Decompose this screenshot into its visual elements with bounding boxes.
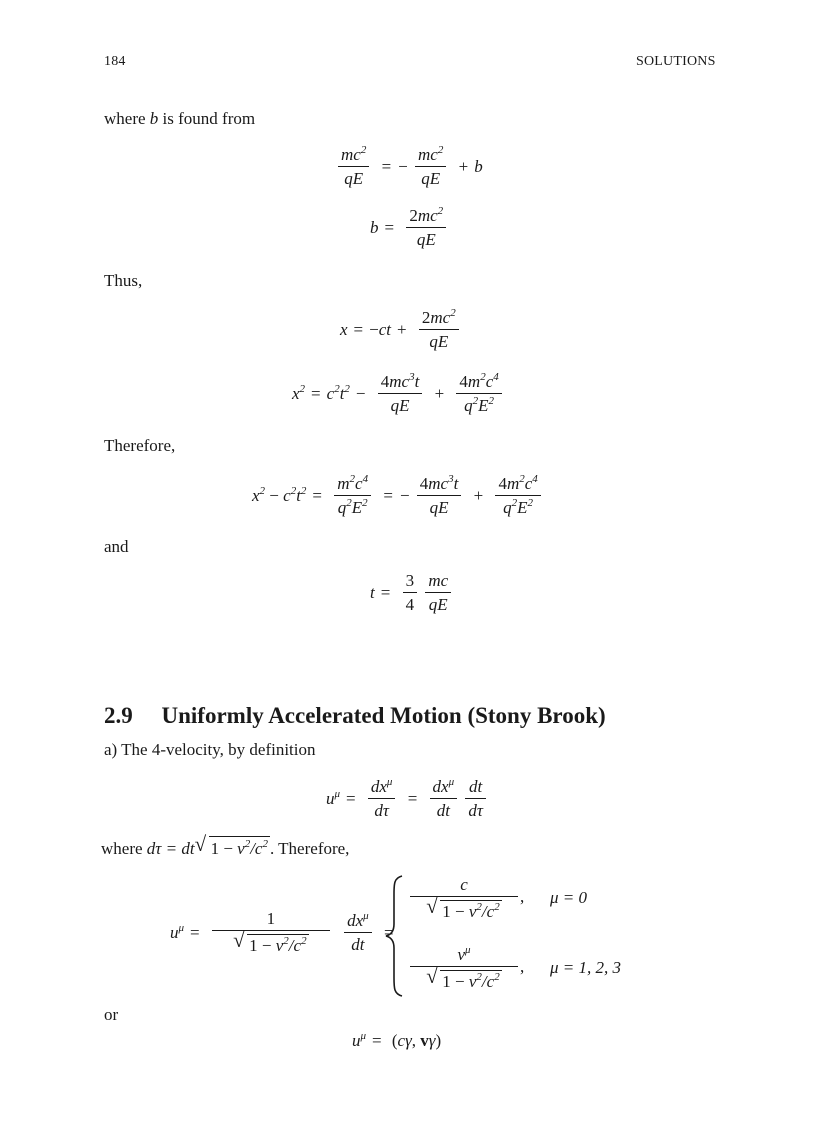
case-two-expression: $v^\mu$ √ $1 - v^2/c^2$ , [408, 946, 524, 990]
where-word-2: where [101, 839, 143, 858]
case-one-condition: μ = 0 [550, 888, 588, 907]
text-therefore: Therefore, [104, 436, 176, 455]
equation-b-relation: $\frac{mc^2}{qE}$ = − $\frac{mc^2}{qE}$ + b [336, 146, 483, 187]
text-and: and [104, 537, 129, 556]
section-heading: 2.9 Uniformly Accelerated Motion (Stony Brook) [104, 703, 606, 728]
running-header: SOLUTIONS [636, 54, 716, 69]
equation-four-velocity-definition: $u^\mu$ = $\frac{dx^\mu}{d\tau}$ = $\frac{dx^\mu}{dt}$ $\frac{dt}{d\tau}$ [326, 778, 488, 819]
where-word: where [104, 109, 146, 128]
equation-b-value: b = $\frac{2mc^2}{qE}$ [370, 207, 448, 248]
equation-four-velocity-components: $u^\mu$ = 1 √ $1 - v^2/c^2$ $\frac{dx^\mu}{dt}$ = [170, 909, 394, 955]
text-where-b [104, 109, 255, 129]
found-from: is found from [162, 109, 256, 128]
equation-x: x = −ct + $\frac{2mc^2}{qE}$ [340, 309, 461, 350]
left-brace [384, 874, 406, 998]
text-thus: Thus, [104, 271, 143, 290]
text-where-dtau [101, 832, 350, 859]
inline-equation-dtau: dτ = dt √ $1 - v^2/c^2$ [146, 832, 268, 858]
page-number: 184 [104, 54, 126, 69]
equation-x-squared: $x^2 = c^2t^2$ − $\frac{4mc^3t}{qE}$ + $\frac{4m^2c^4}{q^2E^2}$ [292, 373, 504, 414]
equation-t: t = $\frac{3}{4}$ $\frac{mc}{qE}$ [370, 572, 453, 613]
equation-four-velocity-gamma: $u^\mu = (c\gamma$, vγ) [352, 1029, 442, 1050]
text-part-a: a) The 4-velocity, by definition [104, 740, 316, 759]
equation-difference: $x^2 - c^2t^2$ = $\frac{m^2c^4}{q^2E^2}$ = − $\frac{4mc^3t}{qE}$ + $\frac{4m^2c^4}{q^2E^2}$ [252, 475, 543, 516]
case-one-expression: c √ $1 - v^2/c^2$ , [408, 876, 524, 920]
var-b: b [149, 109, 159, 128]
therefore-word: . Therefore, [269, 839, 350, 858]
text-or: or [104, 1005, 119, 1024]
case-two-condition: μ = 1, 2, 3 [550, 958, 622, 977]
